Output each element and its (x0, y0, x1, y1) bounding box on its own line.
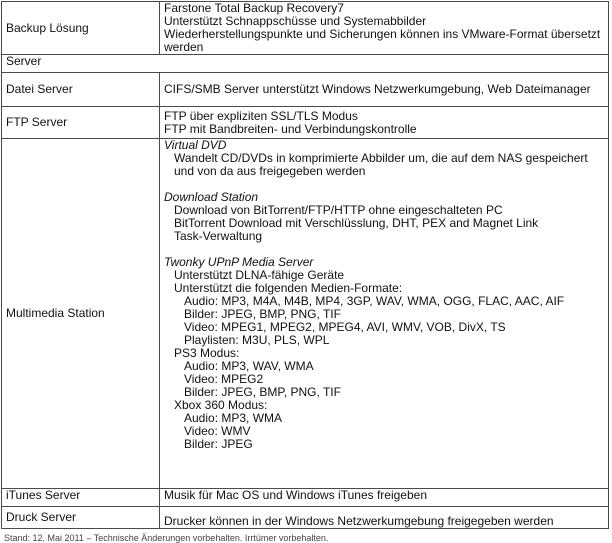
row-content-druck (160, 507, 609, 529)
table-row (2, 507, 609, 529)
backup-line: Unterstützt Schnappschüsse und Systemabbilder (164, 14, 427, 28)
footer-note: Stand: 12. Mai 2011 – Technische Änderungen vorbehalten. Irrtümer vorbehalten. (4, 533, 329, 543)
twonky-formats-heading: Unterstützt die folgenden Medien-Formate: (174, 281, 403, 295)
row-label-ftp: FTP Server (2, 107, 160, 139)
twonky-format: Bilder: JPEG, BMP, PNG, TIF (184, 307, 341, 321)
ftp-line: FTP mit Bandbreiten- und Verbindungskontrolle (164, 121, 417, 136)
download-station-heading: Download Station (164, 190, 259, 204)
virtual-dvd-line: Wandelt CD/DVDs in komprimierte Abbilder um, die auf dem NAS gespeichert und von da aus freigegeben werden (174, 151, 588, 178)
datei-line: CIFS/SMB Server unterstützt Windows Netzwerkumgebung, Web Dateimanager (164, 82, 591, 96)
download-station-line: BitTorrent Download mit Verschlüsslung, DHT, PEX and Magnet Link (174, 216, 539, 230)
twonky-dlna: Unterstützt DLNA-fähige Geräte (174, 268, 345, 282)
twonky-format: Audio: MP3, M4A, M4B, MP4, 3GP, WAV, WMA, OGG, FLAC, AAC, AIF (184, 294, 565, 308)
row-content-ftp (160, 107, 609, 139)
twonky-heading: Twonky UPnP Media Server (164, 255, 314, 269)
xbox-heading: Xbox 360 Modus: (174, 398, 268, 412)
backup-line: Wiederherstellungspunkte und Sicherungen können ins VMware-Format übersetzt werden (164, 27, 601, 54)
table-row (2, 55, 609, 73)
row-content-backup (160, 2, 609, 55)
table-row (2, 139, 609, 489)
download-station-line: Task-Verwaltung (174, 229, 263, 243)
twonky-format: Playlisten: M3U, PLS, WPL (184, 333, 330, 347)
download-station-line: Download von BitTorrent/FTP/HTTP ohne eingeschalteten PC (174, 203, 503, 217)
backup-line: Farstone Total Backup Recovery7 (164, 1, 344, 15)
row-content-multimedia (160, 139, 609, 489)
table-row (2, 107, 609, 139)
druck-line: Drucker können in der Windows Netzwerkumgebung freigegeben werden (164, 514, 554, 528)
ps3-format: Audio: MP3, WAV, WMA (184, 359, 314, 373)
row-content-datei (160, 73, 609, 107)
spec-table (1, 1, 609, 529)
row-label-druck: Druck Server (2, 507, 160, 529)
row-label-backup: Backup Lösung (2, 2, 160, 55)
ps3-format: Bilder: JPEG, BMP, PNG, TIF (184, 385, 341, 399)
row-label-multimedia: Multimedia Station (2, 139, 160, 489)
ps3-format: Video: MPEG2 (184, 372, 264, 386)
table-row (2, 489, 609, 507)
table-row (2, 2, 609, 55)
ps3-heading: PS3 Modus: (174, 346, 240, 360)
ftp-line: FTP über expliziten SSL/TLS Modus (164, 108, 358, 123)
xbox-format: Bilder: JPEG (184, 437, 253, 451)
xbox-format: Audio: MP3, WMA (184, 411, 283, 425)
table-row (2, 73, 609, 107)
row-content-itunes (160, 489, 609, 507)
xbox-format: Video: WMV (184, 424, 251, 438)
itunes-line: Musik für Mac OS und Windows iTunes freigeben (164, 488, 427, 502)
row-label-datei: Datei Server (2, 73, 160, 107)
virtual-dvd-heading: Virtual DVD (164, 138, 227, 152)
section-heading-server: Server (2, 55, 609, 73)
twonky-format: Video: MPEG1, MPEG2, MPEG4, AVI, WMV, VOB, DivX, TS (184, 320, 506, 334)
row-label-itunes: iTunes Server (2, 489, 160, 507)
